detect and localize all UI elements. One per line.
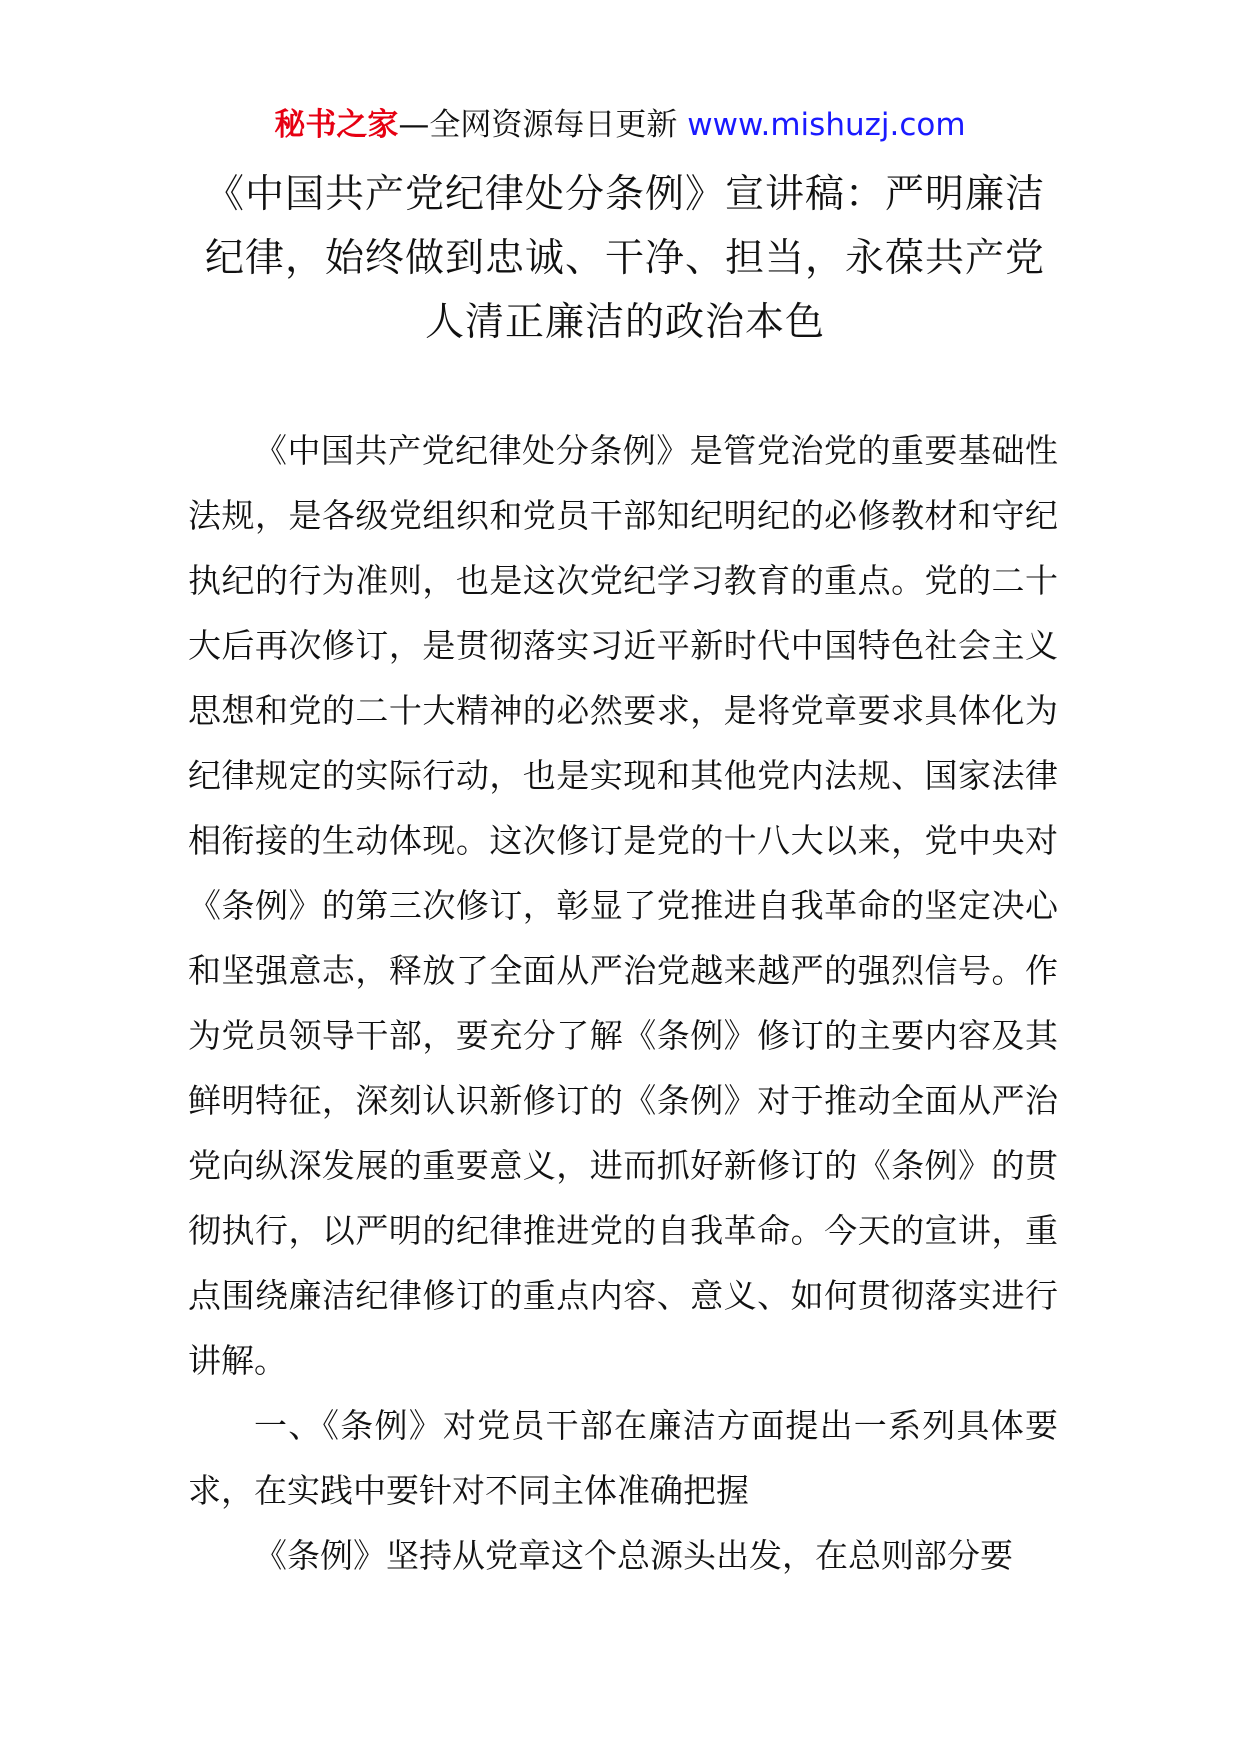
- brand-name: 秘书之家: [274, 107, 399, 143]
- intro-paragraph: 《中国共产党纪律处分条例》是管党治党的重要基础性法规，是各级党组织和党员干部知纪明纪的必修教材和守纪执纪的行为准则，也是这次党纪学习教育的重点。党的二十大后再次修订，是贯彻落实习近平新时代中国特色社会主义思想和党的二十大精神的必然要求，是将党章要求具体化为纪律规定的实际行动，也是实现和其他党内法规、国家法律相衔接的生动体现。这次修订是党的十八大以来，党中央对《条例》的第三次修订，彰显了党推进自我革命的坚定决心和坚强意志，释放了全面从严治党越来越严的强烈信号。作为党员领导干部，要充分了解《条例》修订的主要内容及其鲜明特征，深刻认识新修订的《条例》对于推动全面从严治党向纵深发展的重要意义，进而抓好新修订的《条例》的贯彻执行，以严明的纪律推进党的自我革命。今天的宣讲，重点围绕廉洁纪律修订的重点内容、意义、如何贯彻落实进行讲解。: [188, 431, 1058, 1380]
- section-1-paragraph: 《条例》坚持从党章这个总源头出发，在总则部分要: [254, 1536, 1013, 1575]
- site-header: [0, 100, 1240, 150]
- header-tagline: —全网资源每日更新: [398, 107, 688, 143]
- section-heading-1: 一、《条例》对党员干部在廉洁方面提出一系列具体要求，在实践中要针对不同主体准确把握: [188, 1406, 1058, 1510]
- document-body: [188, 418, 1058, 1588]
- site-url-link[interactable]: www.mishuzj.com: [687, 107, 966, 143]
- document-title: 《中国共产党纪律处分条例》宣讲稿：严明廉洁纪律，始终做到忠诚、干净、担当，永葆共产党人清正廉洁的政治本色: [204, 172, 1045, 345]
